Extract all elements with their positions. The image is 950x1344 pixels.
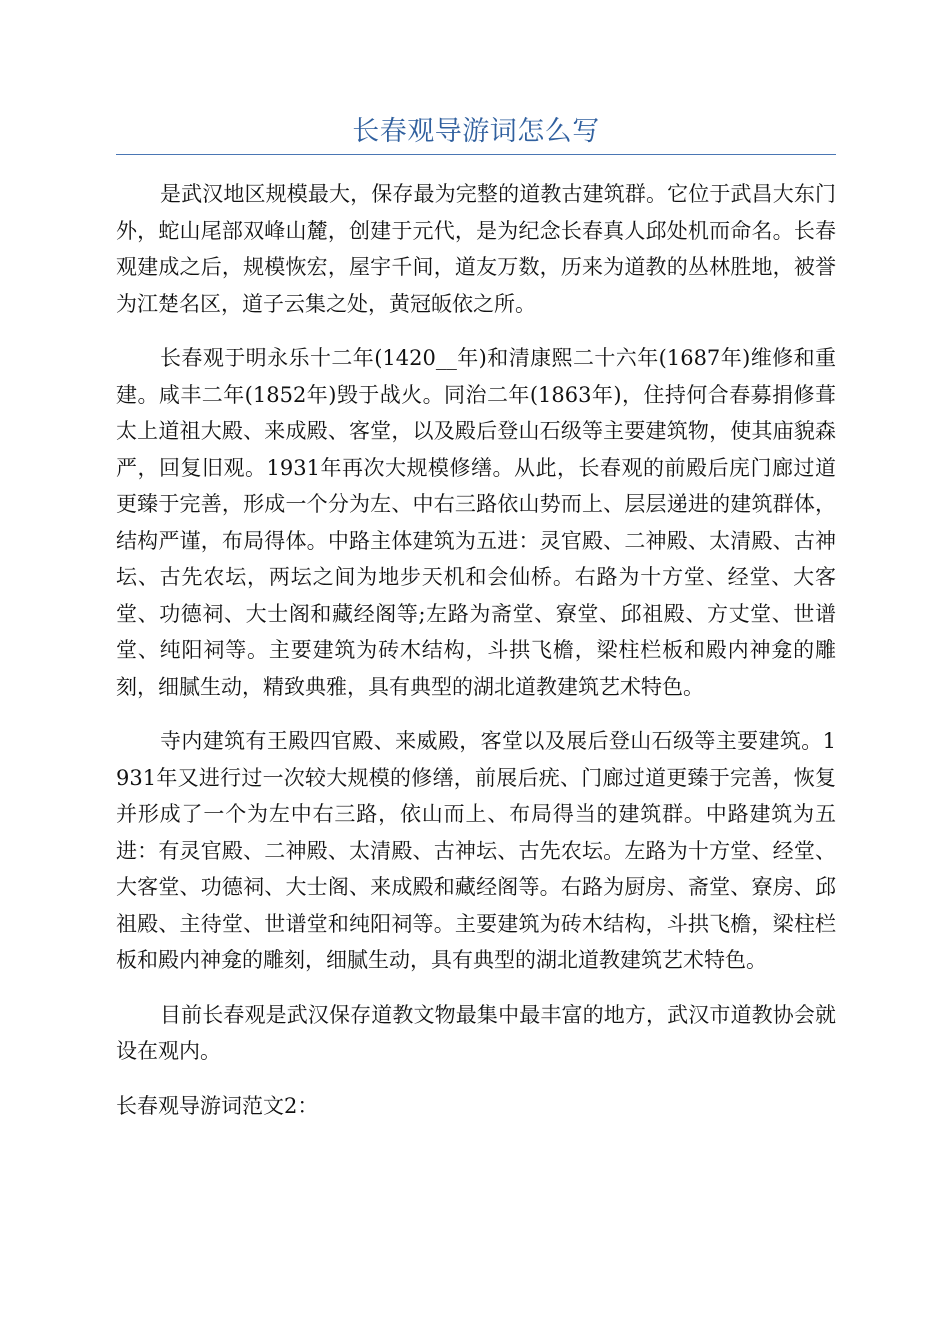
page-title: 长春观导游词怎么写 xyxy=(352,116,600,147)
paragraph-3: 寺内建筑有王殿四官殿、来威殿，客堂以及展后登山石级等主要建筑。1931年又进行过一次较大规模的修缮，前展后疣、门廊过道更臻于完善，恢复并形成了一个为左中右三路，依山而上、布局得当的建筑群。中路建筑为五进：有灵官殿、二神殿、太清殿、古神坛、古先农坛。左路为十方堂、经堂、大客堂、功德祠、大士阁、来成殿和藏经阁等。右路为厨房、斋堂、寮房、邱祖殿、主待堂、世谱堂和纯阳祠等。主要建筑为砖木结构，斗拱飞檐，梁柱栏板和殿内神龛的雕刻，细腻生动，具有典型的湖北道教建筑艺术特色。 xyxy=(116,729,836,972)
section-subheading: 长春观导游词范文2： xyxy=(116,1093,319,1118)
title-underline xyxy=(116,154,836,155)
paragraph-4: 目前长春观是武汉保存道教文物最集中最丰富的地方，武汉市道教协会就设在观内。 xyxy=(116,1002,836,1063)
document-body xyxy=(116,176,836,1142)
paragraph-2: 长春观于明永乐十二年(1420__年)和清康熙二十六年(1687年)维修和重建。咸丰二年(1852年)毁于战火。同治二年(1863年)，住持何合春募捐修葺太上道祖大殿、来成殿、客堂，以及殿后登山石级等主要建筑物，使其庙貌森严，回复旧观。1931年再次大规模修缮。从此，长春观的前殿后庑门廊过道更臻于完善，形成一个分为左、中右三路依山势而上、层层递进的建筑群体，结构严谨，布局得体。中路主体建筑为五进：灵官殿、二神殿、太清殿、古神坛、古先农坛，两坛之间为地步天机和会仙桥。右路为十方堂、经堂、大客堂、功德祠、大士阁和藏经阁等;左路为斋堂、寮堂、邱祖殿、方丈堂、世谱堂、纯阳祠等。主要建筑为砖木结构，斗拱飞檐，梁柱栏板和殿内神龛的雕刻，细腻生动，精致典雅，具有典型的湖北道教建筑艺术特色。 xyxy=(116,346,836,699)
paragraph-1: 是武汉地区规模最大，保存最为完整的道教古建筑群。它位于武昌大东门外，蛇山尾部双峰山麓，创建于元代，是为纪念长春真人邱处机而命名。长春观建成之后，规模恢宏，屋宇千间，道友万数，历来为道教的丛林胜地，被誉为江楚名区，道子云集之处，黄冠皈依之所。 xyxy=(116,182,836,316)
